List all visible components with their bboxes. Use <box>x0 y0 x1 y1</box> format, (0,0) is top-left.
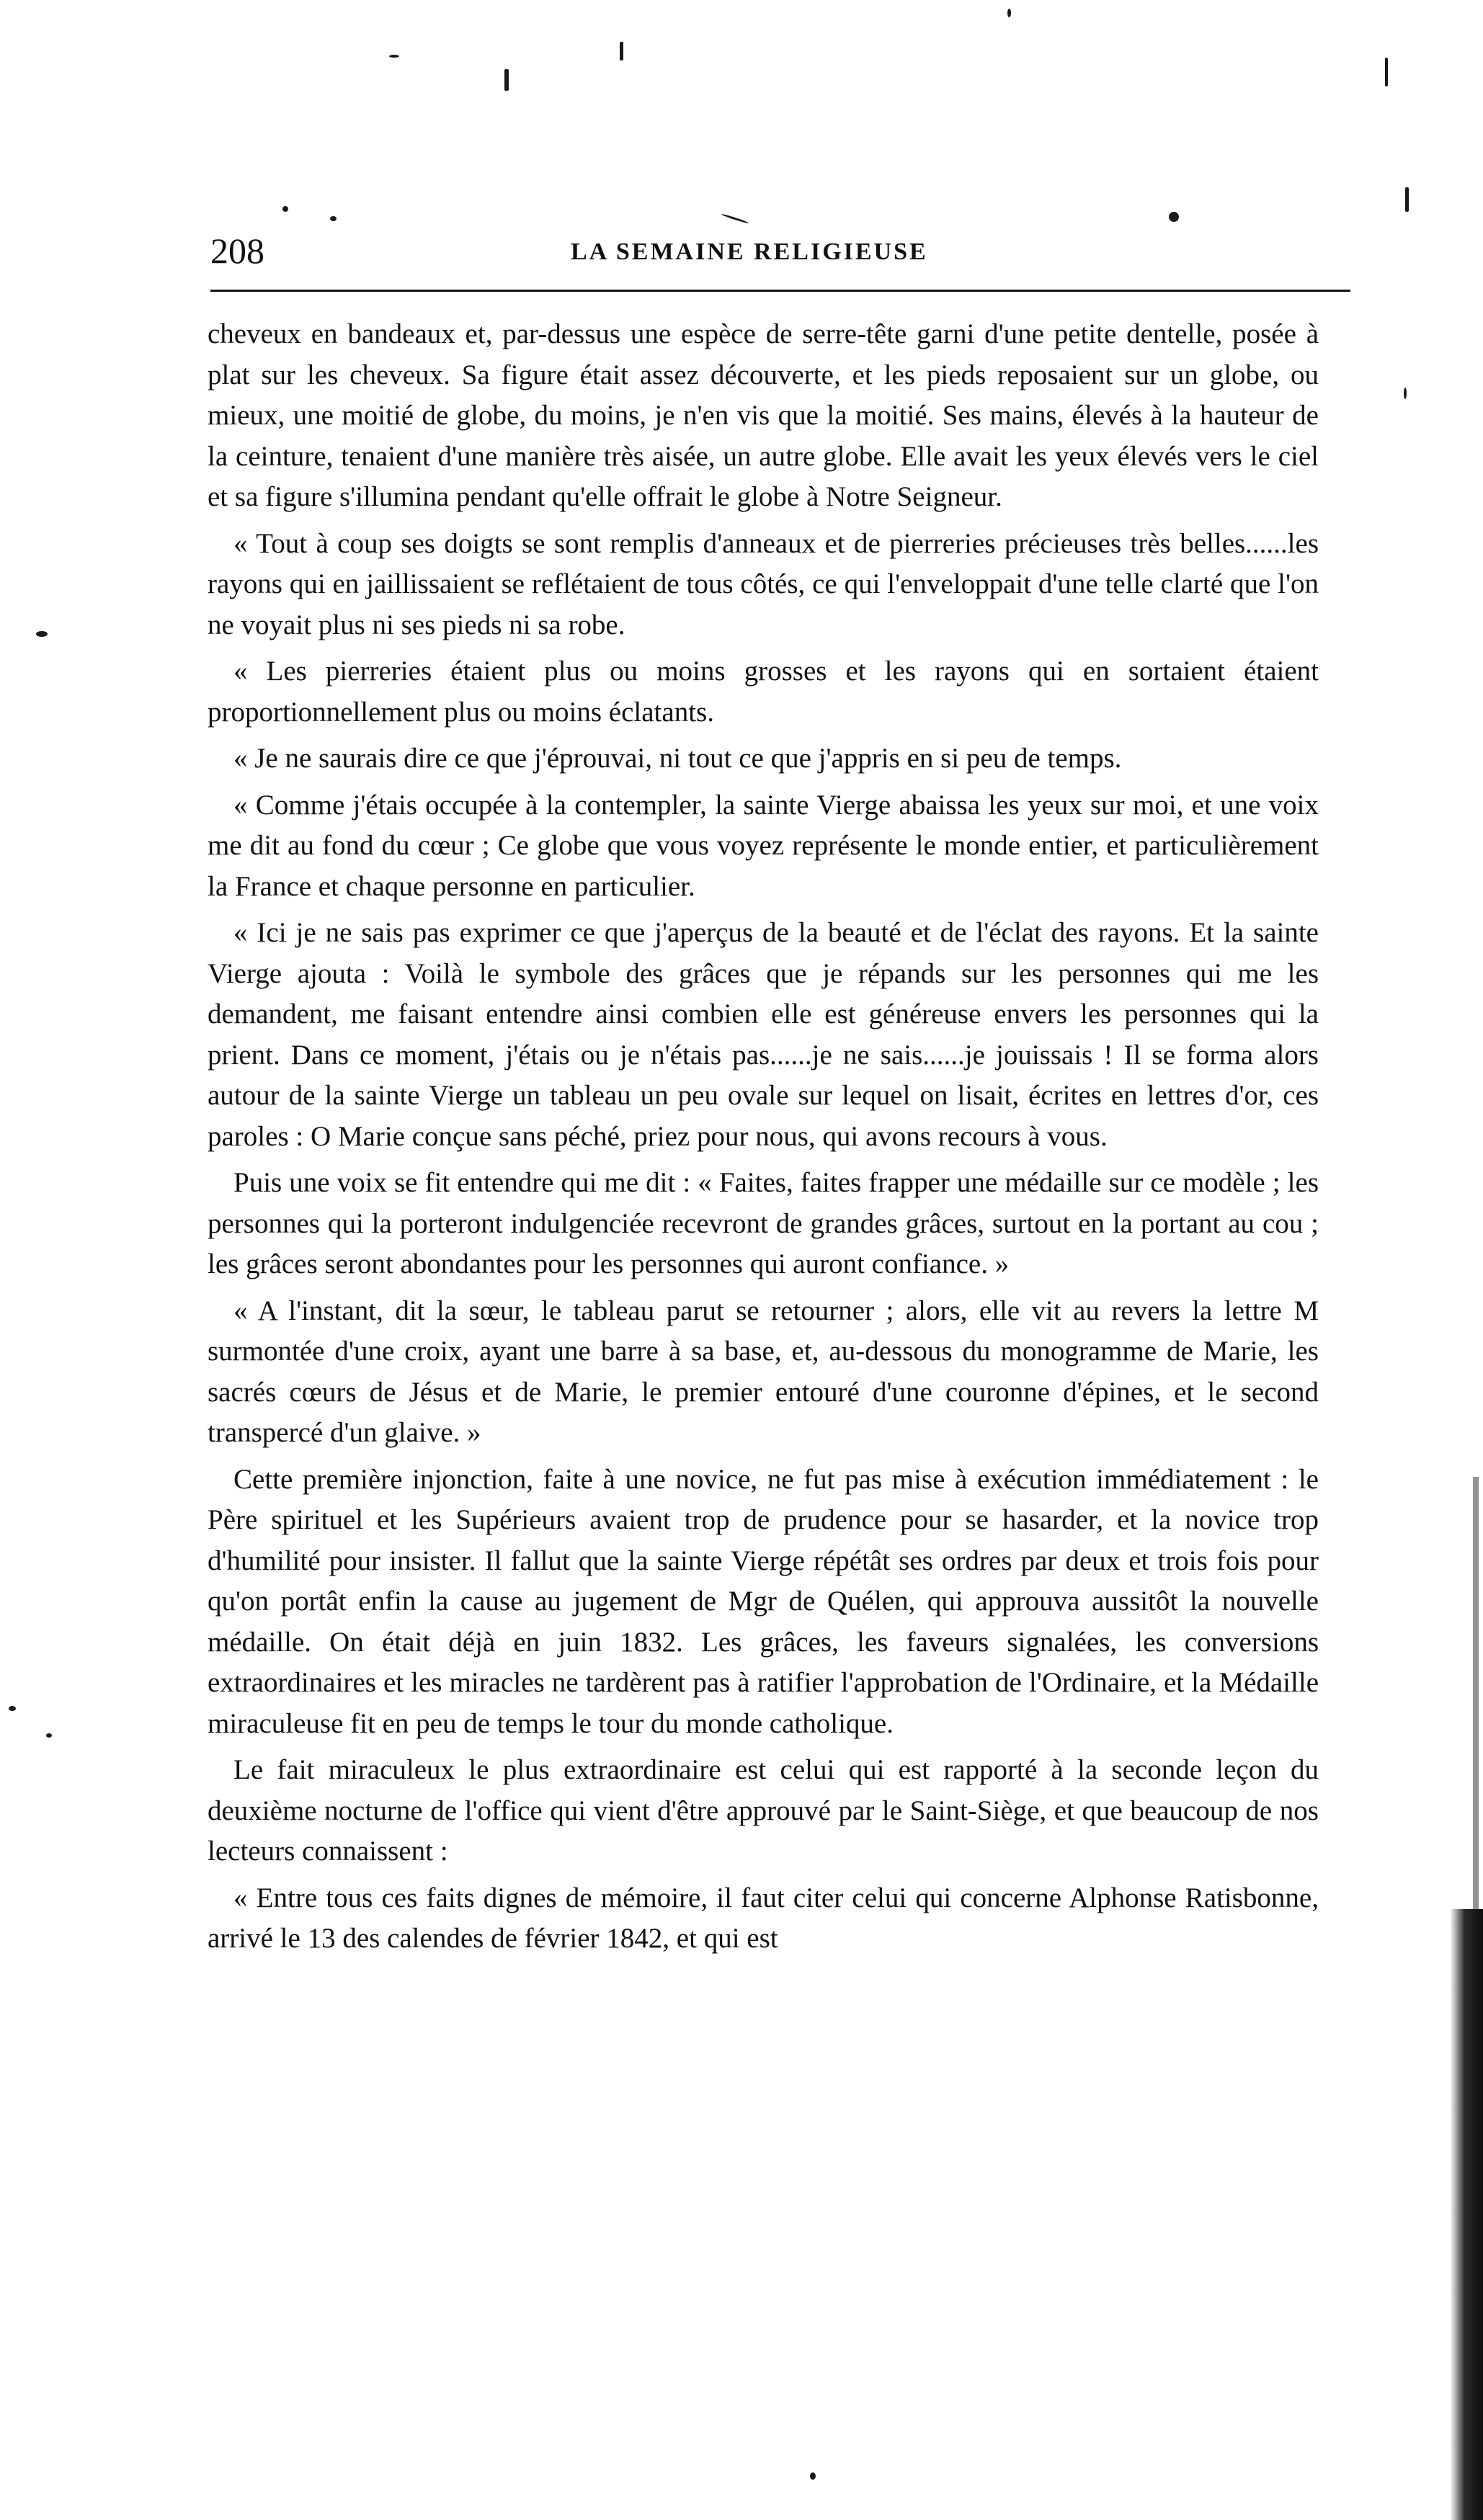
scan-mark <box>504 69 509 91</box>
scan-mark <box>330 216 337 221</box>
scan-mark <box>282 206 288 212</box>
scan-mark <box>1385 58 1388 86</box>
scan-mark <box>9 1706 16 1711</box>
paragraph: « Comme j'étais occupée à la contempler, la sainte Vierge abaissa les yeux sur moi, et une voix me dit au fond du cœur ; Ce globe que vous voyez représente le monde entier, et particulièrement la France et chaque personne en particulier. <box>208 789 1319 902</box>
scan-mark <box>1007 9 1011 17</box>
header-rule <box>210 290 1350 292</box>
paragraph: « Ici je ne sais pas exprimer ce que j'aperçus de la beauté et de l'éclat des rayons. Et la sainte Vierge ajouta : Voilà le symbole des grâces que je répands sur les personnes qui me les demandent, me faisant entendre ainsi combien elle est généreuse envers les personnes qui la prient. Dans ce moment, j'étais ou je n'étais pas......je ne sais......je jouissais ! Il se forma alors autour de la sainte Vierge un tableau un peu ovale sur lequel on lisait, écrites en lettres d'or, ces paroles : O Marie conçue sans péché, priez pour nous, qui avons recours à vous. <box>208 917 1319 1152</box>
paragraph: « Entre tous ces faits dignes de mémoire, il faut citer celui qui concerne Alphonse Ratisbonne, arrivé le 13 des calendes de février 1842, et qui est <box>208 1882 1319 1954</box>
scan-mark <box>389 55 399 58</box>
page-header <box>210 229 1313 272</box>
page-number: 208 <box>210 231 264 271</box>
running-head: LA SEMAINE RELIGIEUSE <box>571 238 928 265</box>
scan-mark <box>1405 187 1409 212</box>
scan-mark <box>721 213 749 224</box>
paragraph: Cette première injonction, faite à une novice, ne fut pas mise à exécution immédiatement : le Père spirituel et les Supérieurs avaient trop de prudence pour se hasarder, et la novice trop d'humilité pour insister. Il fallut que la sainte Vierge répétât ses ordres par deux et trois fois pour qu'on portât enfin la cause au jugement de Mgr de Quélen, qui approuva aussitôt la nouvelle médaille. On était déjà en juin 1832. Les grâces, les faveurs signalées, les conversions extraordinaires et les miracles ne tardèrent pas à ratifier l'approbation de l'Ordinaire, et la Médaille miraculeuse fit en peu de temps le tour du monde catholique. <box>208 1463 1319 1739</box>
scan-mark <box>810 2472 816 2480</box>
scan-mark <box>46 1733 52 1738</box>
paragraph: cheveux en bandeaux et, par-dessus une espèce de serre-tête garni d'une petite dentelle, posée à plat sur les cheveux. Sa figure était assez découverte, et les pieds reposaient sur un globe, ou mieux, une moitié de globe, du moins, je n'en vis que la moitié. Ses mains, élevés à la hauteur de la ceinture, tenaient d'une manière très aisée, un autre globe. Elle avait les yeux élevés vers le ciel et sa figure s'illumina pendant qu'elle offrait le globe à Notre Seigneur. <box>208 318 1319 512</box>
paragraph: « Les pierreries étaient plus ou moins grosses et les rayons qui en sortaient étaient proportionnellement plus ou moins éclatants. <box>208 656 1319 728</box>
paragraph: « A l'instant, dit la sœur, le tableau parut se retourner ; alors, elle vit au revers la lettre M surmontée d'une croix, ayant une barre à sa base, et, au-dessous du monogramme de Marie, les sacrés cœurs de Jésus et de Marie, le premier entouré d'une couronne d'épines, et le second transpercé d'un glaive. » <box>208 1295 1319 1448</box>
binding-shadow <box>1473 1477 1479 1909</box>
paragraph: « Je ne saurais dire ce que j'éprouvai, ni tout ce que j'appris en si peu de temps. <box>233 743 1122 774</box>
scan-mark <box>1169 212 1179 222</box>
article-body <box>208 314 1319 1960</box>
paragraph: Le fait miraculeux le plus extraordinaire est celui qui est rapporté à la seconde leçon du deuxième nocturne de l'office qui vient d'être approuvé par le Saint-Siège, et que beaucoup de nos lecteurs connaissent : <box>208 1754 1319 1867</box>
paragraph: « Tout à coup ses doigts se sont remplis d'anneaux et de pierreries précieuses très belles......les rayons qui en jaillissaient se reflétaient de tous côtés, ce qui l'enveloppait d'une telle clarté que l'on ne voyait plus ni ses pieds ni sa robe. <box>208 527 1319 640</box>
scan-mark <box>620 42 623 61</box>
scan-mark <box>1404 388 1407 399</box>
binding-shadow <box>1450 1909 1483 2520</box>
scan-mark <box>36 631 48 637</box>
paragraph: Puis une voix se fit entendre qui me dit : « Faites, faites frapper une médaille sur ce modèle ; les personnes qui la porteront indulgenciée recevront de grandes grâces, surtout en la portant au cou ; les grâces seront abondantes pour les personnes qui auront confiance. » <box>208 1167 1319 1279</box>
